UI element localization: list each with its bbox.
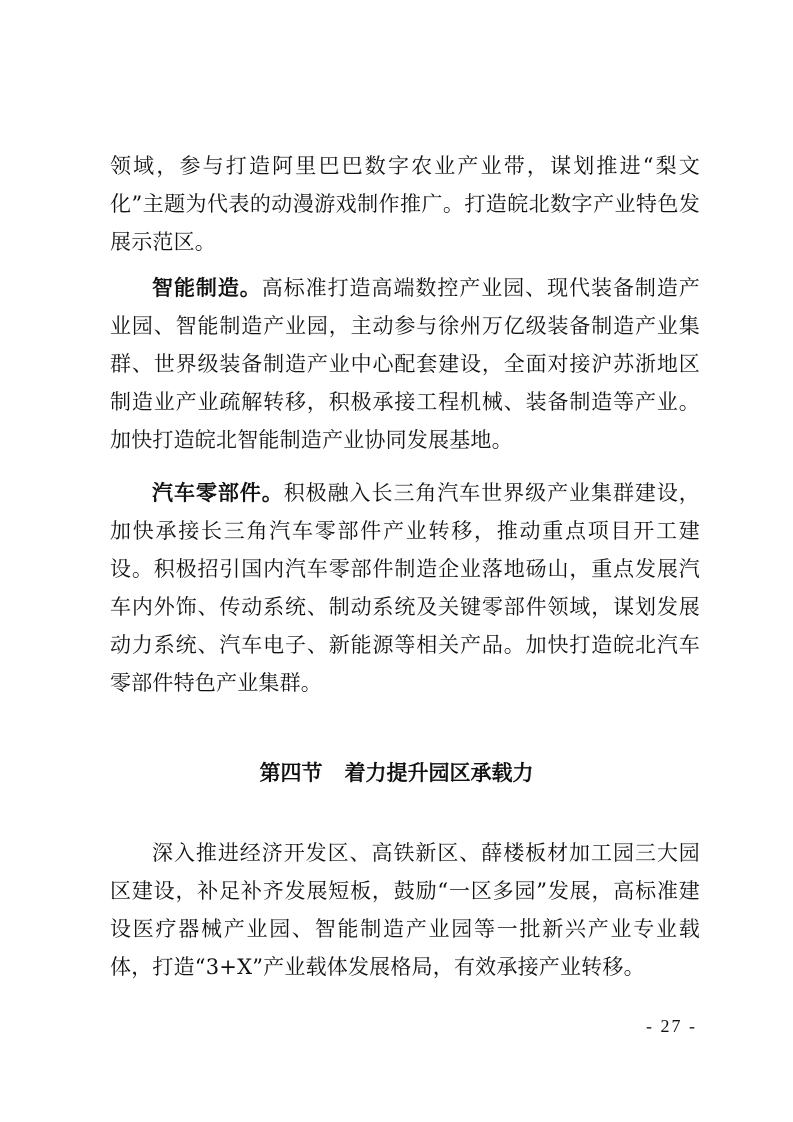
auto-parts-paragraph [110, 474, 700, 702]
section-title: 着力提升园区承载力 [344, 761, 534, 785]
smart-manufacturing-paragraph [110, 269, 700, 459]
smart-manufacturing-text: 高标准打造高端数控产业园、现代装备制造产业园、智能制造产业园，主动参与徐州万亿级装备制造产业集群、世界级装备制造产业中心配套建设，全面对接沪苏浙地区制造业产业疏解转移，积极承接工程机械、装备制造等产业。加快打造皖北智能制造产业协同发展基地。 [110, 276, 700, 452]
auto-parts-text: 积极融入长三角汽车世界级产业集群建设，加快承接长三角汽车零部件产业转移，推动重点项目开工建设。积极招引国内汽车零部件制造企业落地砀山，重点发展汽车内外饰、传动系统、制动系统及关键零部件领域，谋划发展动力系统、汽车电子、新能源等相关产品。加快打造皖北汽车零部件特色产业集群。 [110, 481, 700, 695]
section-number: 第四节 [259, 761, 323, 785]
section-heading [0, 757, 793, 789]
section-paragraph: 深入推进经济开发区、高铁新区、薛楼板材加工园三大园区建设，补足补齐发展短板，鼓励“一区多园”发展，高标准建设医疗器械产业园、智能制造产业园等一批新兴产业专业载体，打造“3+X”产业载体发展格局，有效承接产业转移。 [110, 841, 700, 979]
page-number: - 27 - [646, 1016, 697, 1036]
auto-parts-heading: 汽车零部件。 [152, 481, 284, 505]
intro-paragraph: 领域，参与打造阿里巴巴数字农业产业带，谋划推进“梨文化”主题为代表的动漫游戏制作推广。打造皖北数字产业特色发展示范区。 [110, 154, 700, 254]
smart-manufacturing-heading: 智能制造。 [152, 276, 262, 300]
